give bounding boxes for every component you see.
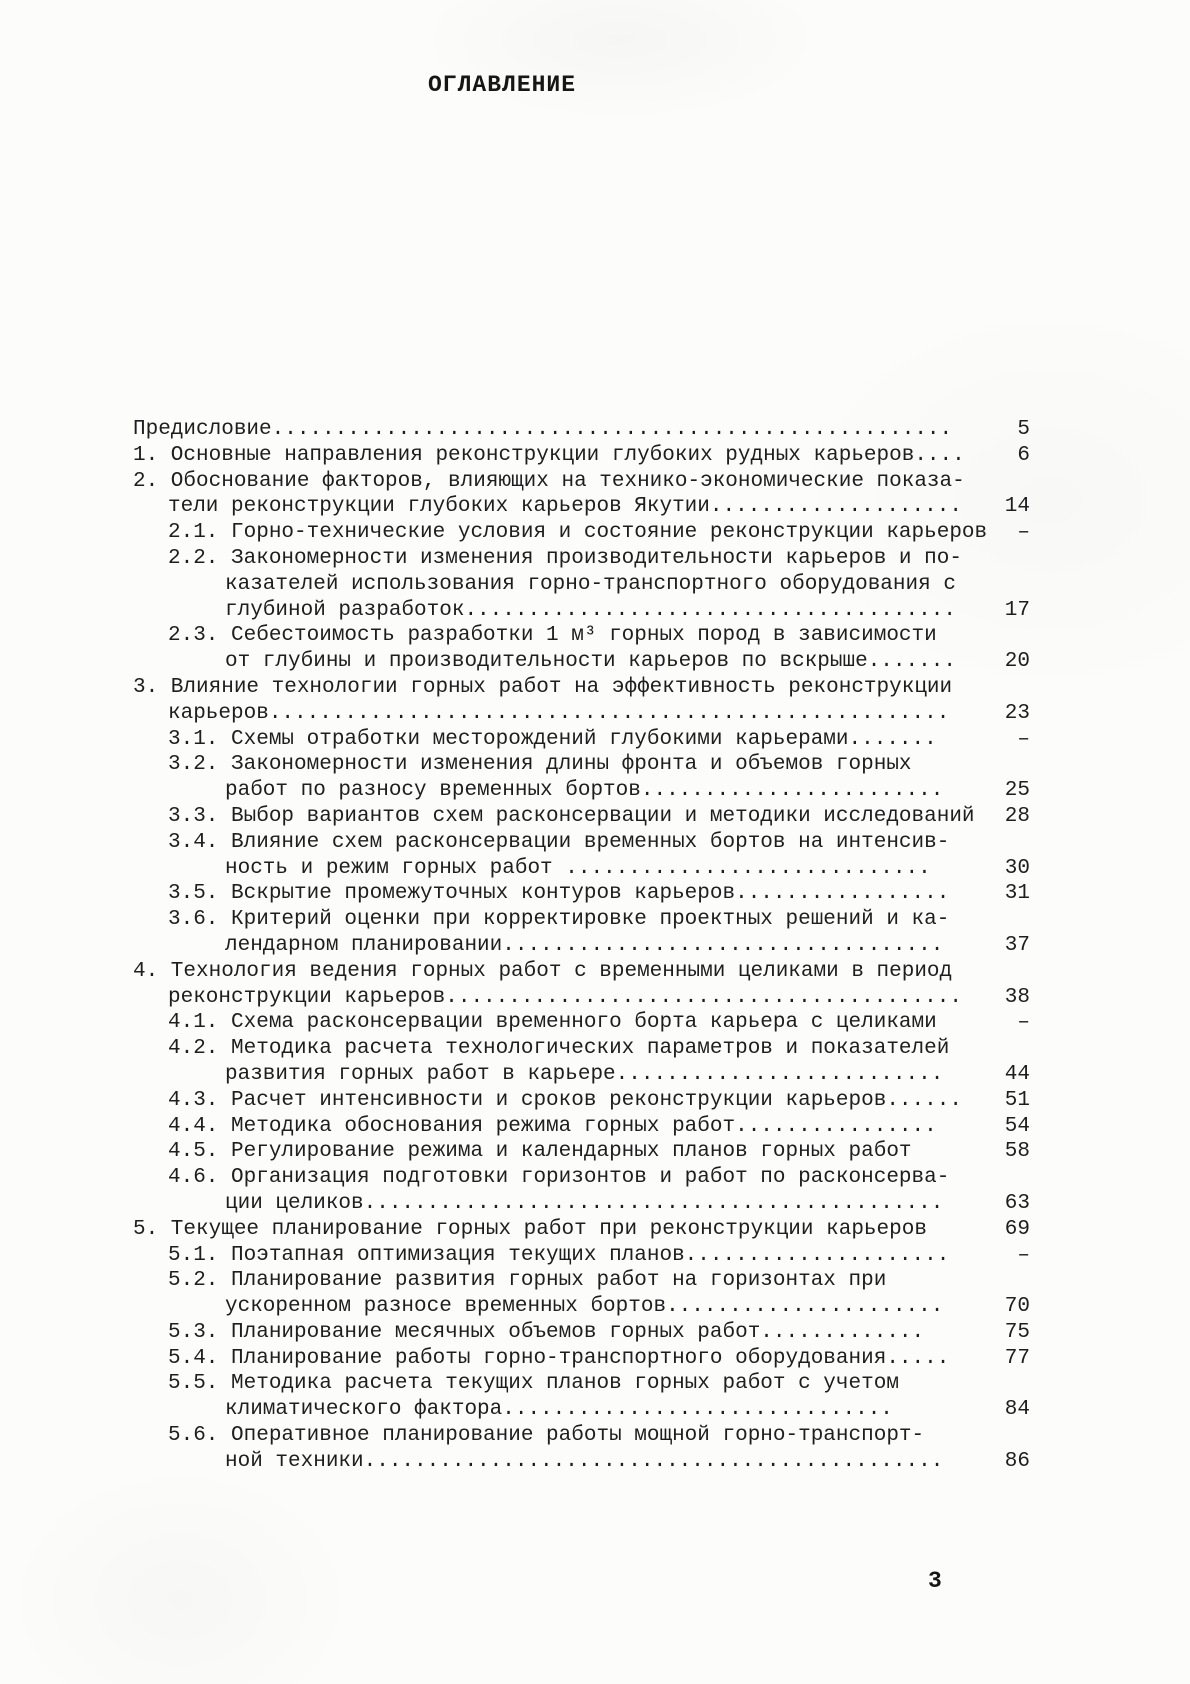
toc-entry-text: 4.5. Регулирование режима и календарных планов горных работ: [168, 1140, 912, 1164]
toc-row: [133, 804, 1045, 830]
toc-entry-text: 3.3. Выбор вариантов схем расконсервации и методики исследований: [168, 804, 975, 828]
toc-row: [133, 675, 1045, 701]
toc-entry-text: 3.1. Схемы отработки месторождений глубокими карьерами.......: [168, 727, 937, 751]
toc-entry-text: 5.5. Методика расчета текущих планов горных работ с учетом: [168, 1372, 899, 1396]
page-title: ОГЛАВЛЕНИЕ: [428, 72, 577, 98]
toc-entry-text: 5. Текущее планирование горных работ при реконструкции карьеров: [133, 1217, 927, 1241]
toc-row: [133, 985, 1045, 1011]
toc-row: [133, 1062, 1045, 1088]
toc-row: [133, 1217, 1045, 1243]
toc-page-number: 37: [1004, 933, 1030, 957]
toc-row: [133, 881, 1045, 907]
toc-entry-text: 5.4. Планирование работы горно-транспортного оборудования.....: [168, 1346, 950, 1370]
toc-entry-text: 5.6. Оперативное планирование работы мощной горно-транспорт-: [168, 1424, 925, 1448]
toc-entry-text: работ по разносу временных бортов........................: [225, 779, 944, 803]
toc-entry-text: 2. Обоснование факторов, влияющих на технико-экономические показа-: [133, 469, 965, 493]
toc-row: [133, 1191, 1045, 1217]
toc-page-number: 44: [1004, 1062, 1030, 1086]
toc-row: [133, 701, 1045, 727]
toc-page-number: 63: [1004, 1191, 1030, 1215]
toc-row: [133, 572, 1045, 598]
toc-row: [133, 469, 1045, 495]
toc-row: [133, 520, 1045, 546]
toc-row: [133, 546, 1045, 572]
toc-entry-text: 3. Влияние технологии горных работ на эффективность реконструкции: [133, 675, 953, 699]
toc-row: [133, 1449, 1045, 1475]
toc-entry-text: 4.6. Организация подготовки горизонтов и работ по расконсерва-: [168, 1166, 950, 1190]
toc-entry-text: 5.1. Поэтапная оптимизация текущих планов.....................: [168, 1243, 950, 1267]
toc-row: [133, 417, 1045, 443]
toc-row: [133, 598, 1045, 624]
toc-row: [133, 933, 1045, 959]
toc-page-number: –: [1017, 727, 1030, 751]
toc-entry-text: глубиной разработок.......................................: [225, 598, 956, 622]
toc-row: [133, 1346, 1045, 1372]
toc-page-number: 28: [1004, 804, 1030, 828]
toc-entry-text: тели реконструкции глубоких карьеров Якутии....................: [168, 495, 962, 519]
toc-entry-text: ции целиков..............................................: [225, 1191, 944, 1215]
toc-page-number: 20: [1004, 650, 1030, 674]
toc-row: [133, 1320, 1045, 1346]
toc-page-number: –: [1017, 1243, 1030, 1267]
toc-page-number: 58: [1004, 1140, 1030, 1164]
toc-row: [133, 1397, 1045, 1423]
toc-row: [133, 907, 1045, 933]
toc-entry-text: карьеров......................................................: [168, 701, 950, 725]
toc-page-number: 75: [1004, 1320, 1030, 1344]
toc-entry-text: от глубины и производительности карьеров по вскрыше.......: [225, 650, 956, 674]
toc-row: [133, 856, 1045, 882]
toc-entry-text: 4.1. Схема расконсервации временного борта карьера с целиками: [168, 1011, 937, 1035]
toc-row: [133, 752, 1045, 778]
toc-page-number: 84: [1004, 1398, 1030, 1422]
toc-row: [133, 649, 1045, 675]
toc-page-number: 31: [1004, 882, 1030, 906]
toc-row: [133, 1036, 1045, 1062]
toc-row: [133, 1088, 1045, 1114]
toc-row: [133, 1010, 1045, 1036]
toc-page-number: –: [1017, 521, 1030, 545]
toc-entry-text: развития горных работ в карьере..........................: [225, 1062, 944, 1086]
toc-entry-text: 4.3. Расчет интенсивности и сроков реконструкции карьеров......: [168, 1088, 962, 1112]
toc-page-number: 5: [1017, 418, 1030, 441]
toc-page-number: 38: [1004, 985, 1030, 1009]
toc-page-number: –: [1017, 1011, 1030, 1035]
toc-row: [133, 1371, 1045, 1397]
toc-entry-text: Предисловие......................................................: [133, 418, 953, 441]
toc-entry-text: казателей использования горно-транспортного оборудования с: [225, 572, 956, 596]
toc-row: [133, 1114, 1045, 1140]
toc-entry-text: 2.3. Себестоимость разработки 1 м³ горных пород в зависимости: [168, 624, 937, 648]
toc-entry-text: ность и режим горных работ .............................: [225, 856, 931, 880]
toc-page-number: 70: [1004, 1295, 1030, 1319]
toc-entry-text: 3.5. Вскрытие промежуточных контуров карьеров.................: [168, 882, 950, 906]
toc-row: [133, 727, 1045, 753]
toc-page-number: 23: [1004, 701, 1030, 725]
toc-row: [133, 1243, 1045, 1269]
toc-page-number: 86: [1004, 1449, 1030, 1473]
toc-entry-text: 3.4. Влияние схем расконсервации временных бортов на интенсив-: [168, 830, 950, 854]
toc-entry-text: ной техники..............................................: [225, 1449, 944, 1473]
toc-entry-text: 5.2. Планирование развития горных работ на горизонтах при: [168, 1269, 887, 1293]
toc-page-number: 54: [1004, 1114, 1030, 1138]
toc-entry-text: 5.3. Планирование месячных объемов горных работ.............: [168, 1320, 925, 1344]
toc-entry-text: 4. Технология ведения горных работ с временными целиками в период: [133, 959, 953, 983]
toc-row: [133, 778, 1045, 804]
toc-row: [133, 443, 1045, 469]
toc-page-number: 25: [1004, 779, 1030, 803]
folio-page-number: 3: [928, 1568, 942, 1594]
toc-entry-text: 2.2. Закономерности изменения производительности карьеров и по-: [168, 546, 962, 570]
toc-page-number: 14: [1004, 495, 1030, 519]
toc-entry-text: климатического фактора...............................: [225, 1398, 893, 1422]
toc-page-number: 17: [1004, 598, 1030, 622]
toc-row: [133, 1268, 1045, 1294]
toc-row: [133, 959, 1045, 985]
toc-row: [133, 623, 1045, 649]
toc-entry-text: 4.2. Методика расчета технологических параметров и показателей: [168, 1037, 950, 1061]
toc-row: [133, 1139, 1045, 1165]
toc-entry-text: 2.1. Горно-технические условия и состояние реконструкции карьеров: [168, 521, 988, 545]
toc-row: [133, 494, 1045, 520]
toc-entry-text: 1. Основные направления реконструкции глубоких рудных карьеров....: [133, 443, 965, 467]
toc-entry-text: реконструкции карьеров.........................................: [168, 985, 962, 1009]
toc-entry-text: лендарном планировании...................................: [225, 933, 944, 957]
toc-row: [133, 1423, 1045, 1449]
toc-row: [133, 1165, 1045, 1191]
toc-entry-text: ускоренном разносе временных бортов......................: [225, 1295, 944, 1319]
toc-page-number: 77: [1004, 1346, 1030, 1370]
toc-entry-text: 4.4. Методика обоснования режима горных работ................: [168, 1114, 937, 1138]
toc-page-number: 51: [1004, 1088, 1030, 1112]
toc-entry-text: 3.6. Критерий оценки при корректировке проектных решений и ка-: [168, 908, 950, 932]
toc-page-number: 6: [1017, 443, 1030, 467]
toc-row: [133, 830, 1045, 856]
toc-page-number: 30: [1004, 856, 1030, 880]
toc-page-number: 69: [1004, 1217, 1030, 1241]
toc-row: [133, 1294, 1045, 1320]
table-of-contents: [133, 417, 1045, 1475]
toc-entry-text: 3.2. Закономерности изменения длины фронта и объемов горных: [168, 753, 912, 777]
